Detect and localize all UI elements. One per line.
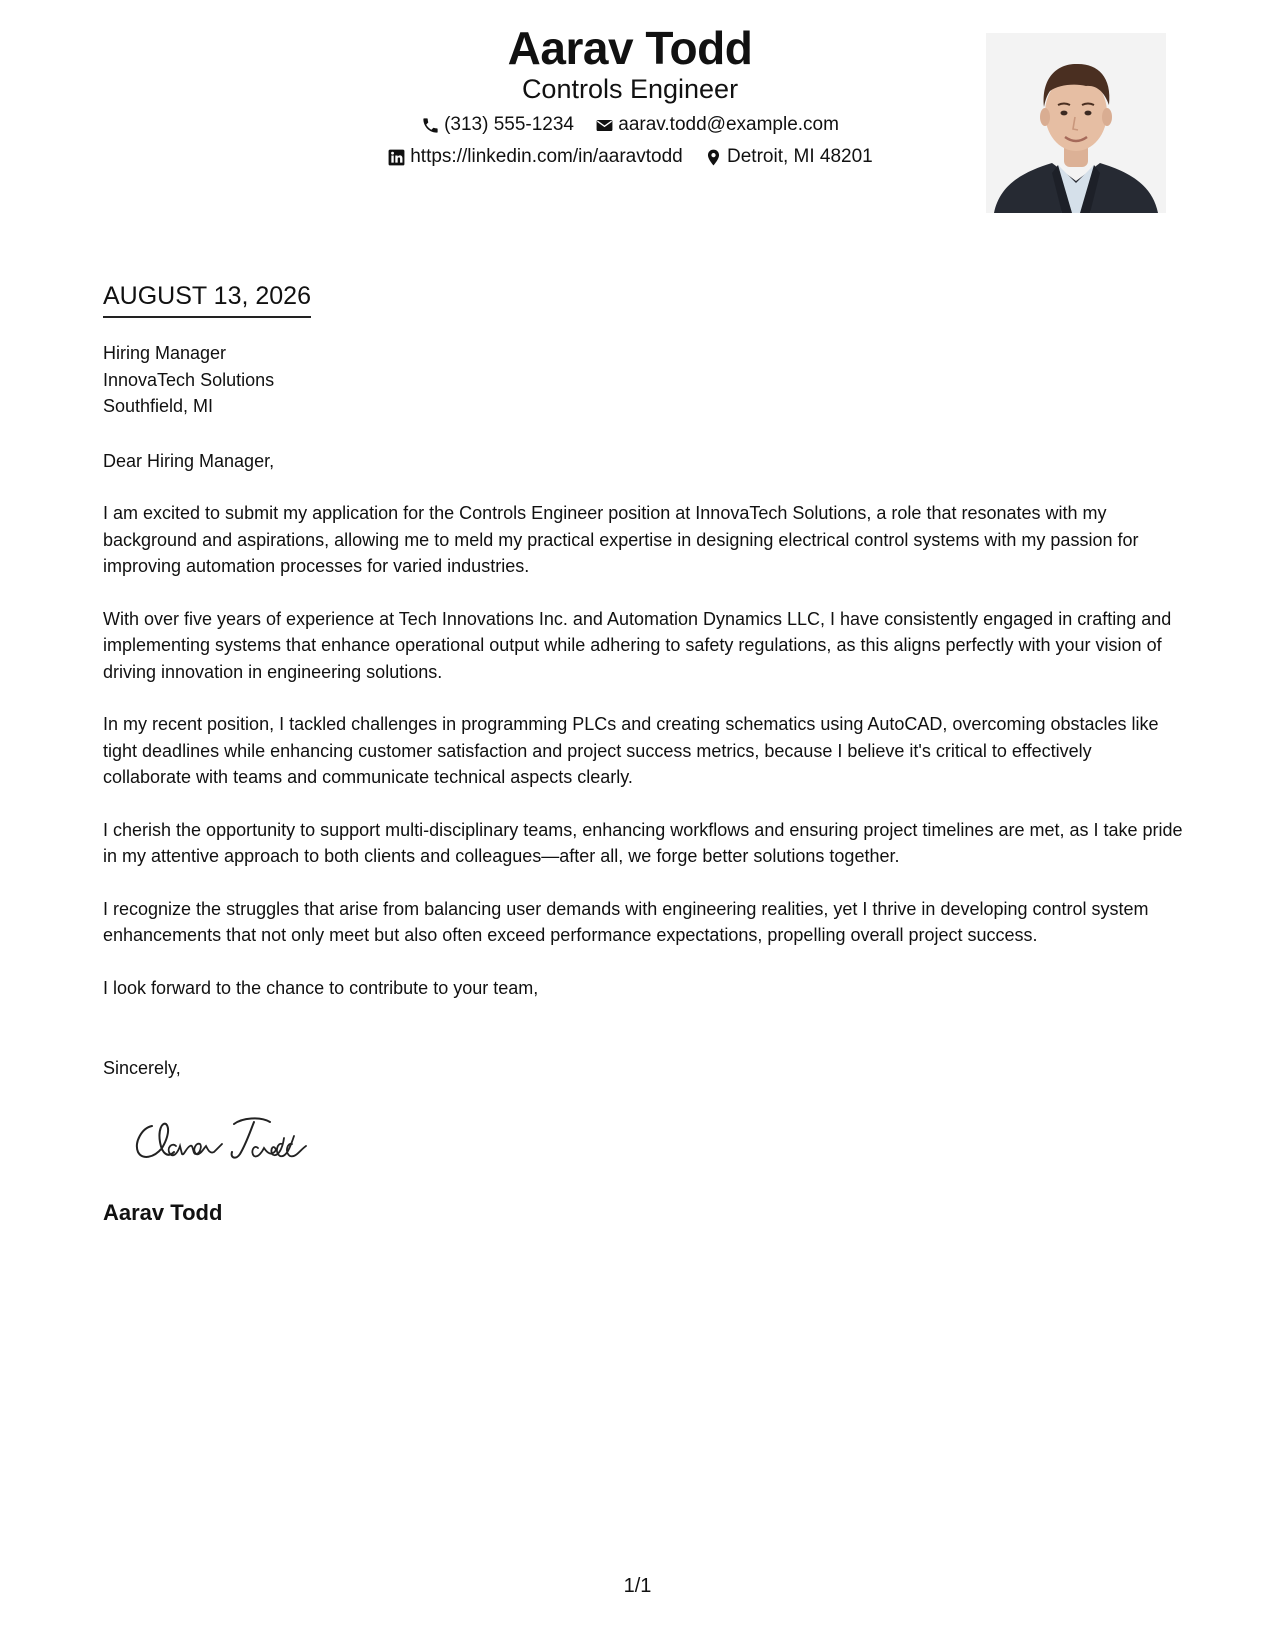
job-title: Controls Engineer bbox=[521, 74, 739, 104]
profile-photo bbox=[986, 33, 1166, 213]
body-paragraph: I am excited to submit my application for the Controls Engineer position at InnovaTech Solutions, a role that resonates with my background and aspirations, allowing me to meld my practical expertise in designing electrical control systems with my passion for improving automation processes for varied industries. bbox=[103, 503, 1139, 576]
body-paragraph: With over five years of experience at Tech Innovations Inc. and Automation Dynamics LLC, I have consistently engaged in crafting and implementing systems that enhance operational output while adhering to safety regulations, as this aligns perfectly with your vision of driving innovation in engineering solutions. bbox=[103, 608, 1172, 682]
body-paragraph: In my recent position, I tackled challenges in programming PLCs and creating schematics using AutoCAD, overcoming obstacles like tight deadlines while enhancing customer satisfaction and project success metrics, because I believe it's critical to effectively collaborate with teams and communicate technical aspects clearly. bbox=[103, 714, 1159, 787]
phone-icon bbox=[421, 116, 440, 135]
recipient-company: InnovaTech Solutions bbox=[103, 369, 275, 390]
signer-name: Aarav Todd bbox=[103, 1200, 223, 1225]
recipient-block bbox=[103, 340, 274, 420]
closing: Sincerely, bbox=[103, 1058, 181, 1078]
page-number: 1/1 bbox=[623, 1575, 652, 1597]
letter-date: AUGUST 13, 2026 bbox=[103, 280, 311, 318]
body-paragraph: I look forward to the chance to contribute to your team, bbox=[103, 977, 539, 998]
letter-header bbox=[0, 0, 1275, 230]
linkedin-url[interactable]: https://linkedin.com/in/aaravtodd bbox=[410, 146, 683, 167]
body-paragraph: I recognize the struggles that arise from balancing user demands with engineering realities, yet I thrive in developing control system enhancements that not only meet but also often exceed performance expectations, propelling overall project success. bbox=[103, 898, 1149, 945]
handwritten-signature bbox=[130, 1108, 340, 1168]
recipient-location: Southfield, MI bbox=[103, 396, 214, 416]
letter-body bbox=[103, 500, 1183, 1027]
envelope-icon bbox=[595, 116, 614, 135]
email-address[interactable]: aarav.todd@example.com bbox=[618, 114, 839, 135]
contact-linkedin[interactable] bbox=[387, 144, 683, 170]
applicant-name: Aarav Todd bbox=[507, 22, 753, 74]
salutation: Dear Hiring Manager, bbox=[103, 451, 275, 471]
body-paragraph: I cherish the opportunity to support multi-disciplinary teams, enhancing workflows and ensuring project timelines are met, as I take pride in my attentive approach to both clients and colleagues—after all, we forge better solutions together. bbox=[103, 819, 1183, 866]
map-pin-icon bbox=[704, 148, 723, 167]
contact-email[interactable] bbox=[595, 112, 839, 138]
linkedin-icon bbox=[387, 148, 406, 167]
contact-location bbox=[704, 144, 873, 170]
recipient-title: Hiring Manager bbox=[103, 343, 227, 363]
portrait-image bbox=[986, 33, 1166, 213]
contact-phone bbox=[421, 112, 574, 138]
location-text: Detroit, MI 48201 bbox=[727, 146, 873, 167]
phone-number: (313) 555-1234 bbox=[444, 114, 574, 135]
